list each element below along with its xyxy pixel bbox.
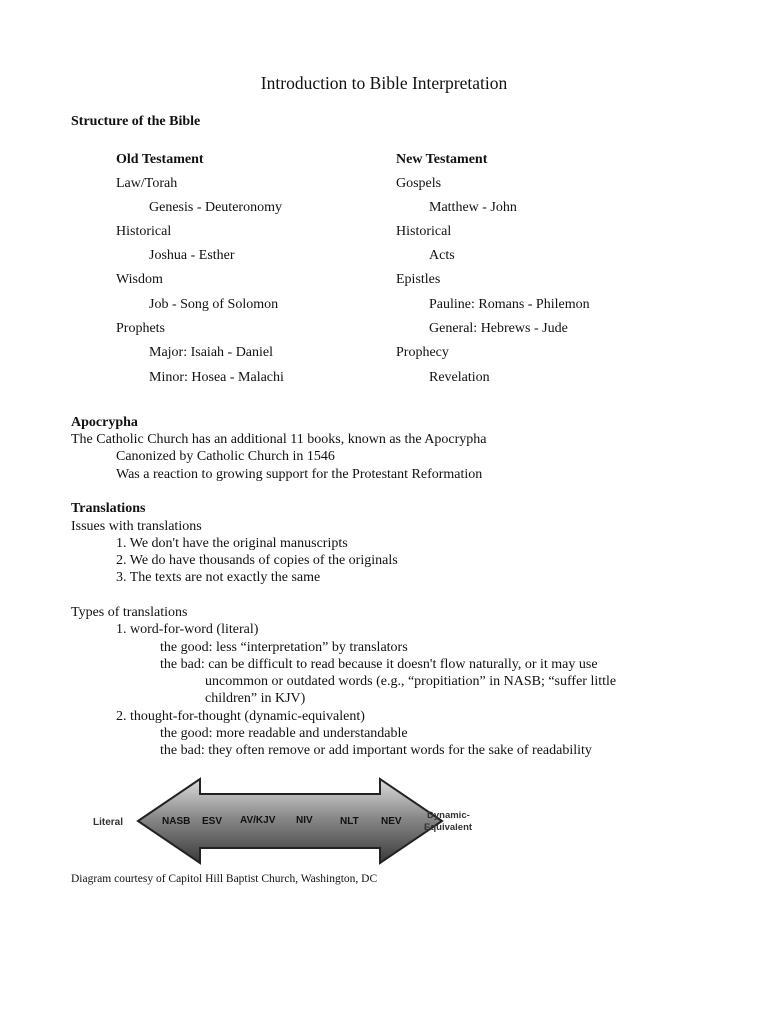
ot-books-wisdom: Job - Song of Solomon [149, 297, 279, 312]
nt-books-general: General: Hebrews - Jude [429, 321, 568, 336]
diagram-caption: Diagram courtesy of Capitol Hill Baptist Church, Washington, DC [71, 873, 378, 885]
type-detail: children” in KJV) [205, 691, 306, 706]
version-label-niv: NIV [296, 815, 313, 826]
ot-category-historical: Historical [116, 224, 172, 239]
old-testament-heading: Old Testament [116, 152, 204, 167]
ot-books-major-prophets: Major: Isaiah - Daniel [149, 345, 274, 360]
nt-category-historical: Historical [396, 224, 452, 239]
version-label-nev: NEV [381, 816, 402, 827]
issues-heading: Issues with translations [71, 519, 202, 534]
type-detail: the bad: they often remove or add important words for the sake of readability [160, 743, 592, 758]
version-label-nasb: NASB [162, 816, 191, 827]
translations-heading: Translations [71, 501, 146, 516]
type-detail: uncommon or outdated words (e.g., “propitiation” in NASB; “suffer little [205, 674, 617, 689]
nt-books-gospels: Matthew - John [429, 200, 517, 215]
issue-item: 1. We don't have the original manuscripts [116, 536, 348, 551]
apocrypha-line: The Catholic Church has an additional 11 books, known as the Apocrypha [71, 432, 487, 447]
literal-label: Literal [93, 817, 124, 828]
issue-item: 3. The texts are not exactly the same [116, 570, 321, 585]
type-item: 2. thought-for-thought (dynamic-equivalent) [116, 709, 365, 724]
version-label-esv: ESV [202, 816, 223, 827]
version-label-avkjv: AV/KJV [240, 815, 276, 826]
ot-category-prophets: Prophets [116, 321, 165, 336]
nt-category-epistles: Epistles [396, 272, 441, 287]
ot-category-wisdom: Wisdom [116, 272, 163, 287]
ot-category-law: Law/Torah [116, 176, 178, 191]
ot-books-minor-prophets: Minor: Hosea - Malachi [149, 370, 284, 385]
type-detail: the good: more readable and understandable [160, 726, 408, 741]
nt-books-prophecy: Revelation [429, 370, 490, 385]
equivalent-label: Equivalent [424, 822, 473, 833]
type-detail: the good: less “interpretation” by translators [160, 640, 408, 655]
nt-books-historical: Acts [429, 248, 455, 263]
type-item: 1. word-for-word (literal) [116, 622, 259, 637]
dynamic-label: Dynamic- [427, 810, 470, 821]
type-detail: the bad: can be difficult to read because it doesn't flow naturally, or it may use [160, 657, 598, 672]
structure-heading: Structure of the Bible [71, 114, 201, 129]
ot-books-law: Genesis - Deuteronomy [149, 200, 282, 215]
nt-books-pauline: Pauline: Romans - Philemon [429, 297, 590, 312]
nt-category-prophecy: Prophecy [396, 345, 449, 360]
nt-category-gospels: Gospels [396, 176, 442, 191]
types-heading: Types of translations [71, 605, 188, 620]
apocrypha-heading: Apocrypha [71, 415, 138, 430]
apocrypha-line: Canonized by Catholic Church in 1546 [116, 449, 335, 464]
version-label-nlt: NLT [340, 816, 359, 827]
apocrypha-line: Was a reaction to growing support for the Protestant Reformation [116, 467, 483, 482]
new-testament-heading: New Testament [396, 152, 488, 167]
issue-item: 2. We do have thousands of copies of the originals [116, 553, 398, 568]
page-title: Introduction to Bible Interpretation [260, 73, 508, 93]
translation-spectrum-diagram [88, 775, 488, 867]
ot-books-historical: Joshua - Esther [149, 248, 235, 263]
